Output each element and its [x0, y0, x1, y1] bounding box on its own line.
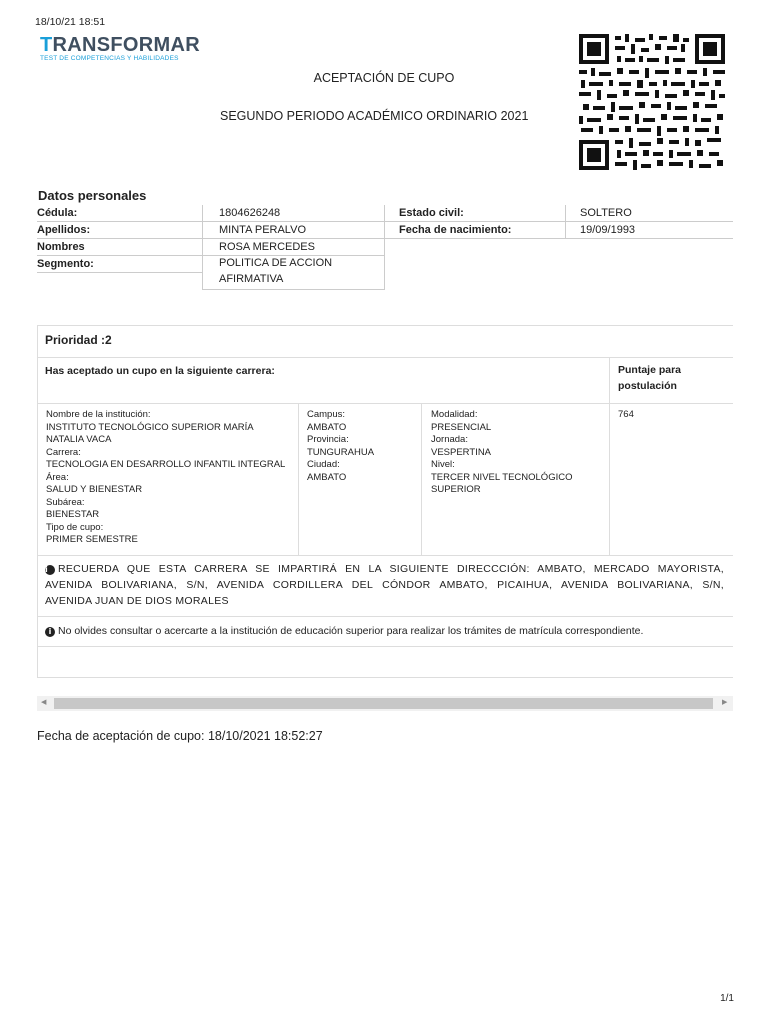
scroll-right-icon[interactable]: ▶: [722, 699, 728, 706]
carrera-label: Carrera:: [46, 446, 81, 458]
segmento-value-line2: AFIRMATIVA: [219, 272, 284, 285]
address-notice-line3: AVENIDA JUAN DE DIOS MORALES: [45, 595, 229, 607]
document-subtitle: SEGUNDO PERIODO ACADÉMICO ORDINARIO 2021: [220, 109, 529, 123]
address-notice-line2: AVENIDA BOLIVARIANA, S/N, AVENIDA CORDILLERA DEL CÓNDOR AMBATO, PICAIHUA, AVENIDA BOLIVARIANA, S/N,: [45, 579, 724, 591]
provincia-label: Provincia:: [307, 434, 349, 445]
puntaje-label-line2: postulación: [618, 379, 677, 392]
puntaje-label: [618, 363, 681, 394]
qr-code-icon: [579, 34, 725, 170]
row-segmento: [37, 256, 733, 285]
page-number: 1/1: [720, 993, 734, 1004]
document-title-text: ACEPTACIÓN DE CUPO: [313, 71, 455, 85]
jornada-label: Jornada:: [431, 434, 468, 445]
address-notice-line1: RECUERDA QUE ESTA CARRERA SE IMPARTIRÁ EN LA SIGUIENTE DIRECCCIÓN: AMBATO, MERCADO MAYORISTA,: [58, 563, 724, 575]
modalidad-value: PRESENCIAL: [431, 421, 492, 433]
fecha-nacimiento-value: 19/09/1993: [565, 222, 733, 239]
apellidos-value: MINTA PERALVO: [202, 222, 385, 239]
ciudad-label: Ciudad:: [307, 459, 340, 470]
divider: [421, 403, 422, 555]
campus-details: [307, 409, 374, 484]
divider: [298, 403, 299, 555]
apellidos-label: Apellidos:: [37, 222, 202, 239]
institucion-value-line1: INSTITUTO TECNOLÓGICO SUPERIOR MARÍA: [46, 421, 254, 433]
puntaje-label-line1: Puntaje para: [618, 364, 682, 376]
segmento-value: [202, 256, 385, 290]
accepted-career-text: Has aceptado un cupo en la siguiente carrera:: [45, 365, 275, 377]
nivel-value-line1: TERCER NIVEL TECNOLÓGICO: [431, 471, 573, 483]
estado-civil-value: SOLTERO: [565, 205, 733, 222]
tipo-cupo-label: Tipo de cupo:: [46, 521, 104, 533]
area-value: SALUD Y BIENESTAR: [46, 484, 143, 495]
cedula-value: 1804626248: [202, 205, 385, 222]
modalidad-details: [431, 409, 572, 497]
row-apellidos: [37, 222, 733, 239]
enrollment-notice-text: No olvides consultar o acercarte a la institución de educación superior para realizar los trámites de matrícula correspondiente.: [58, 625, 644, 637]
info-circle-icon: i: [45, 565, 55, 575]
subarea-value: BIENESTAR: [46, 509, 100, 520]
ciudad-value: AMBATO: [307, 471, 347, 483]
divider: [37, 555, 733, 556]
nombres-value: ROSA MERCEDES: [202, 239, 385, 256]
divider: [37, 616, 733, 617]
address-notice: [45, 561, 724, 609]
institucion-value-line2: NATALIA VACA: [46, 434, 112, 445]
campus-label: Campus:: [307, 409, 346, 420]
divider: [37, 646, 733, 647]
row-cedula: [37, 205, 733, 222]
modalidad-label: Modalidad:: [431, 409, 478, 420]
nivel-value-line2: SUPERIOR: [431, 484, 481, 495]
jornada-value: VESPERTINA: [431, 446, 492, 458]
transformar-logo: [40, 35, 200, 62]
provincia-value: TUNGURAHUA: [307, 446, 375, 458]
scrollbar-thumb[interactable]: [54, 698, 713, 709]
info-circle-icon: i: [45, 627, 55, 637]
personal-data-title: Datos personales: [38, 188, 147, 203]
segmento-value-line1: POLITICA DE ACCION: [219, 257, 333, 269]
institution-details: [46, 409, 285, 547]
estado-civil-label: Estado civil:: [385, 205, 565, 222]
subarea-label: Subárea:: [46, 496, 85, 508]
carrera-value: TECNOLOGIA EN DESARROLLO INFANTIL INTEGRAL: [46, 459, 286, 470]
campus-value: AMBATO: [307, 421, 347, 433]
scroll-left-icon[interactable]: ◀: [41, 699, 47, 706]
prioridad-label: Prioridad :2: [45, 333, 112, 347]
puntaje-value: 764: [618, 409, 634, 420]
enrollment-notice: [45, 624, 643, 638]
logo-tagline: TEST DE COMPETENCIAS Y HABILIDADES: [40, 55, 179, 62]
tipo-cupo-value: PRIMER SEMESTRE: [46, 534, 138, 545]
area-label: Área:: [46, 471, 69, 483]
institucion-label: Nombre de la institución:: [46, 409, 151, 420]
logo-main-text: TRANSFORMAR: [40, 34, 200, 56]
divider: [609, 357, 610, 555]
divider: [37, 403, 733, 404]
row-nombres: [37, 239, 733, 256]
nombres-label: Nombres: [37, 239, 202, 256]
nivel-label: Nivel:: [431, 459, 455, 470]
segmento-label: Segmento:: [37, 256, 202, 273]
fecha-nacimiento-label: Fecha de nacimiento:: [385, 222, 565, 239]
divider: [37, 357, 733, 358]
cedula-label: Cédula:: [37, 205, 202, 222]
print-timestamp: 18/10/21 18:51: [35, 16, 106, 28]
fecha-aceptacion: Fecha de aceptación de cupo: 18/10/2021 18:52:27: [37, 729, 323, 743]
